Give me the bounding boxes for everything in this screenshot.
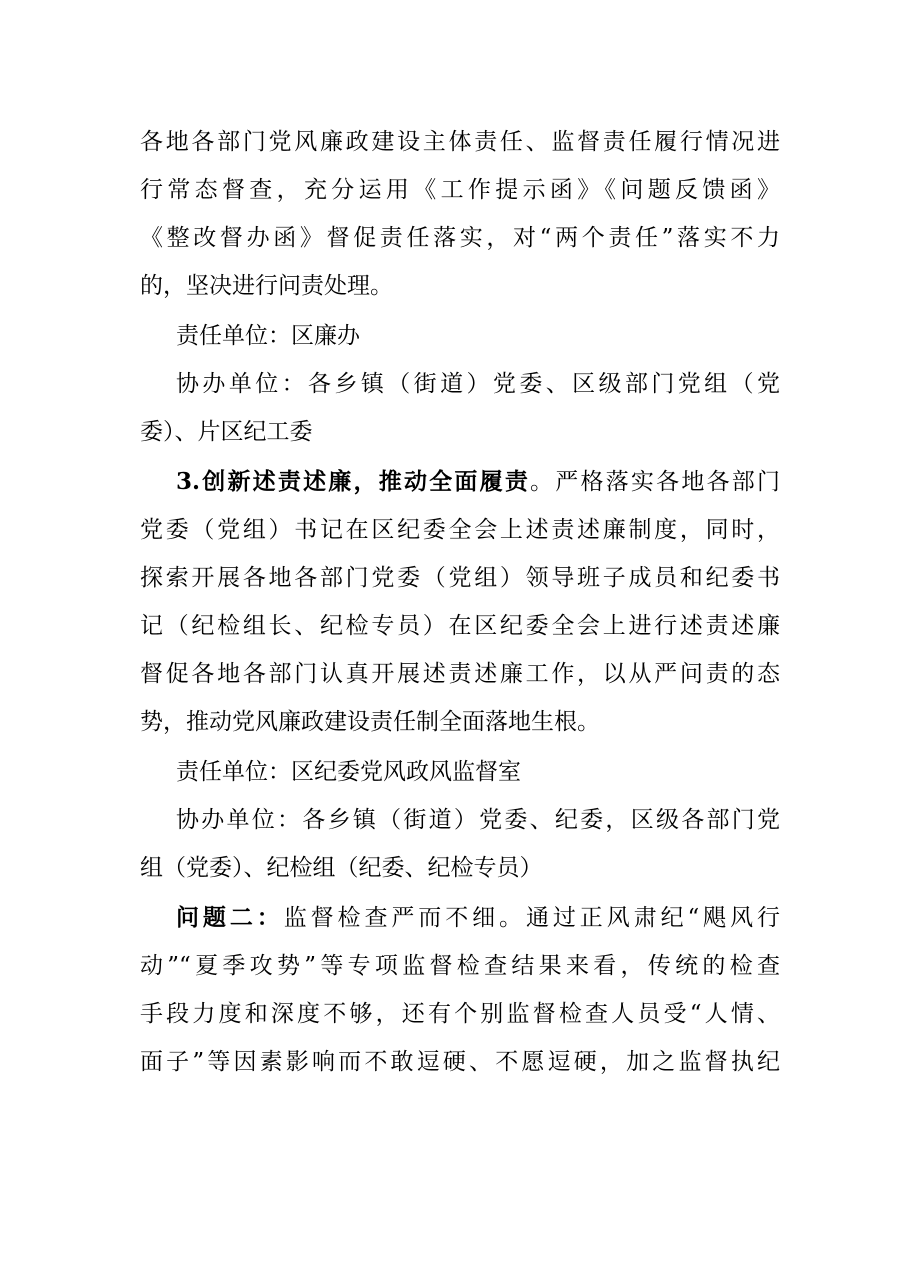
paragraph-line: 动”“夏季攻势”等专项监督检查结果来看，传统的检查 bbox=[140, 953, 780, 979]
problem-heading: 问题二： bbox=[176, 904, 284, 931]
paragraph-line: 各地各部门党风廉政建设主体责任、监督责任履行情况进 bbox=[140, 129, 780, 155]
paragraph-line: 记（纪检组长、纪检专员）在区纪委全会上进行述责述廉 bbox=[140, 613, 780, 639]
paragraph-line: 组（党委）、纪检组（纪委、纪检专员） bbox=[140, 855, 543, 881]
responsible-unit-line: 责任单位：区廉办 bbox=[176, 323, 360, 349]
paragraph-line: 督促各地各部门认真开展述责述廉工作，以从严问责的态 bbox=[140, 661, 780, 687]
paragraph-line: 委）、片区纪工委 bbox=[140, 419, 313, 445]
paragraph-line: 势，推动党风廉政建设责任制全面落地生根。 bbox=[140, 709, 600, 735]
paragraph-line: 行常态督查，充分运用《工作提示函》《问题反馈函》 bbox=[140, 177, 780, 203]
assisting-unit-line: 协办单位：各乡镇（街道）党委、纪委，区级各部门党 bbox=[176, 807, 780, 833]
assisting-unit-line: 协办单位：各乡镇（街道）党委、区级部门党组（党 bbox=[176, 371, 780, 397]
section-heading-line bbox=[176, 467, 780, 497]
paragraph-line: 党委（党组）书记在区纪委全会上述责述廉制度，同时， bbox=[140, 517, 780, 543]
paragraph-text: 。严格落实各地各部门 bbox=[530, 469, 780, 495]
section-heading: 3.创新述责述廉，推动全面履责 bbox=[176, 468, 531, 495]
problem-heading-line bbox=[176, 903, 780, 933]
paragraph-line: 《整改督办函》督促责任落实，对“两个责任”落实不力 bbox=[140, 225, 780, 251]
paragraph-line: 手段力度和深度不够，还有个别监督检查人员受“人情、 bbox=[140, 1001, 780, 1027]
paragraph-line: 探索开展各地各部门党委（党组）领导班子成员和纪委书 bbox=[140, 565, 780, 591]
paragraph-text: 监督检查严而不细。通过正风肃纪“飓风行 bbox=[283, 905, 781, 931]
responsible-unit-line: 责任单位：区纪委党风政风监督室 bbox=[176, 759, 521, 785]
paragraph-line: 的，坚决进行问责处理。 bbox=[140, 273, 393, 299]
paragraph-line: 面子”等因素影响而不敢逗硬、不愿逗硬，加之监督执纪 bbox=[140, 1049, 780, 1075]
